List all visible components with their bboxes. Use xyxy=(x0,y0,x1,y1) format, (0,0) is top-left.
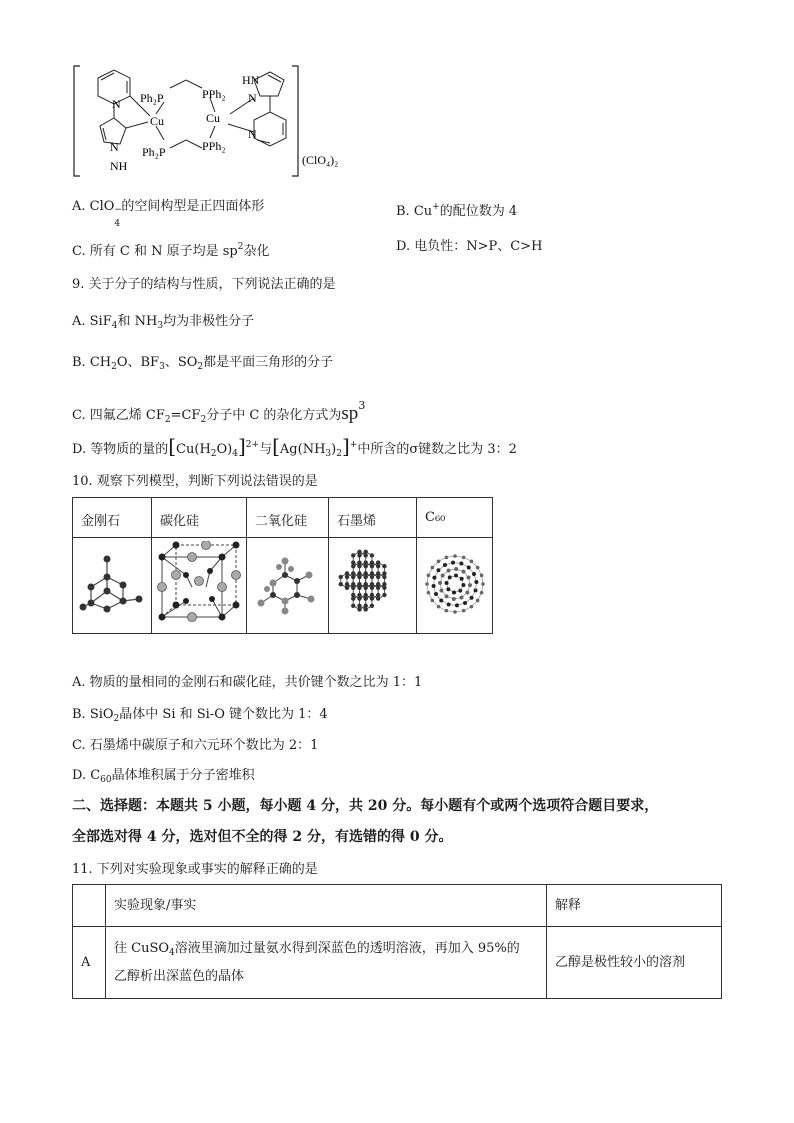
q9-b-1: B. CH xyxy=(72,355,112,370)
c60-atom xyxy=(469,595,473,599)
graphene-atom xyxy=(369,603,373,607)
graphene-atom xyxy=(357,603,361,607)
graphene-atom xyxy=(344,574,348,578)
q11-row-a-phenomenon xyxy=(106,927,547,999)
c60-model-cell xyxy=(417,538,493,634)
q9-a-1: A. SiF xyxy=(72,314,112,329)
graphene-atom xyxy=(363,607,367,611)
q9-b-4: 都是平面三角形的分子 xyxy=(203,355,334,370)
c60-atom xyxy=(469,559,473,563)
c60-atom xyxy=(439,598,443,602)
c60-atom xyxy=(453,610,457,614)
q9-d-1: D. 等物质的量的 xyxy=(72,442,169,457)
q11-head-label xyxy=(73,885,106,927)
silicon-carbide-model-cell xyxy=(152,538,247,634)
c60-atom xyxy=(442,562,446,566)
c60-atom xyxy=(430,598,434,602)
c60-atom xyxy=(474,580,478,584)
c60-atom xyxy=(475,598,479,602)
q10-b-2: 晶体中 Si 和 Si-O 键个数比为 1：4 xyxy=(119,707,328,722)
graphene-atom xyxy=(338,574,342,578)
graphene-atom xyxy=(363,585,367,589)
graphene-atom xyxy=(363,549,367,553)
q9-c-sub2: 2 xyxy=(200,415,207,425)
graphene-atom xyxy=(357,571,361,575)
c60-atom xyxy=(463,601,467,605)
graphene-atom xyxy=(351,553,355,557)
silicon-dioxide-model-cell xyxy=(247,538,329,634)
c60-model-image xyxy=(423,552,487,616)
q11-row-a-explain: 乙醇是极性较小的溶剂 xyxy=(547,927,722,999)
section-2-instructions-line-1: 二、选择题：本题共 5 小题，每小题 4 分，共 20 分。每小题有个或两个选项符合题目要求， xyxy=(72,798,659,814)
q8-c-prefix: C. 所有 C 和 N 原子均是 sp xyxy=(72,244,238,259)
q10-d-2: 晶体堆积属于分子密堆积 xyxy=(111,768,255,783)
c60-atom xyxy=(432,575,436,579)
q8-a-sub: 4 xyxy=(114,219,121,229)
q8-b-text: 的配位数为 4 xyxy=(439,204,518,219)
c60-atom xyxy=(475,565,479,569)
graphene-atom xyxy=(351,596,355,600)
q8-a-sup: − xyxy=(114,205,122,215)
q10-d-1: D. C xyxy=(72,768,101,783)
q11-row-a-label: A xyxy=(73,927,106,999)
header-c60: C₆₀ xyxy=(417,498,493,538)
q9-c-sp: sp xyxy=(341,403,359,424)
graphene-atom xyxy=(382,564,386,568)
q9-option-c xyxy=(72,394,365,432)
c60-atom xyxy=(439,588,443,592)
q8-option-c xyxy=(72,238,269,261)
graphene-atom xyxy=(382,585,386,589)
section-2-instructions-line-2: 全部选对得 4 分，选对但不全的得 2 分，有选错的得 0 分。 xyxy=(72,829,453,845)
c60-atom xyxy=(459,595,463,599)
graphene-model-image xyxy=(333,549,413,619)
graphene-atom xyxy=(363,574,367,578)
q8-c-sup: 2 xyxy=(237,242,244,252)
c60-atom xyxy=(440,573,444,577)
q9-b-sub2: 3 xyxy=(159,362,165,372)
graphene-atom xyxy=(357,585,361,589)
graphene-atom xyxy=(357,553,361,557)
c60-atom xyxy=(444,594,448,598)
q10-b-sub: 2 xyxy=(113,714,120,724)
q9-d-f2-sub: 3 xyxy=(325,449,332,459)
q11-head-explain: 解释 xyxy=(547,885,722,927)
q10-option-b xyxy=(72,706,328,728)
graphene-atom xyxy=(369,596,373,600)
atom-ph2p-bottom-left: Ph₂P xyxy=(142,145,166,159)
c60-atom xyxy=(466,575,470,579)
q8-option-b xyxy=(396,198,517,221)
q11-head-phenomenon: 实验现象/事实 xyxy=(106,885,547,927)
c60-atom xyxy=(426,573,430,577)
copper-complex-structure xyxy=(70,62,370,182)
q9-d-f1-sub: 2 xyxy=(210,449,217,459)
c60-atom xyxy=(430,565,434,569)
q11-row-a-p2: 溶液里滴加过量氨水得到深蓝色的透明溶液，再加入 95%的 xyxy=(174,940,520,956)
q9-d-bracket-close: ] xyxy=(237,434,246,458)
q11-row-a-sub: 4 xyxy=(169,947,175,958)
atom-hn-right: HN xyxy=(242,73,260,87)
q11-row-a-p1: 往 CuSO xyxy=(114,940,170,956)
q10-option-c: C. 石墨烯中碳原子和六元环个数比为 2：1 xyxy=(72,738,319,753)
c60-atom xyxy=(454,603,458,607)
graphene-atom xyxy=(382,592,386,596)
c60-atom xyxy=(426,590,430,594)
q9-d-f1: Cu(H xyxy=(176,442,211,457)
q8-option-a xyxy=(72,198,265,229)
c60-atom xyxy=(444,555,448,559)
c60-atom xyxy=(453,573,457,577)
q9-c-sub1: 2 xyxy=(164,415,171,425)
q11-table xyxy=(72,884,722,999)
c60-atom xyxy=(454,567,458,571)
graphene-atom xyxy=(338,582,342,586)
q9-a-2: 和 NH xyxy=(117,314,158,329)
c60-atom xyxy=(436,604,440,608)
q11-row-a-p3: 乙醇析出深蓝色的晶体 xyxy=(114,968,245,984)
diamond-model-cell xyxy=(73,538,152,634)
header-graphene: 石墨烯 xyxy=(329,498,417,538)
q9-d-f1-sub2: 4 xyxy=(232,449,238,459)
q9-option-d xyxy=(72,434,517,465)
graphene-atom xyxy=(375,560,379,564)
q8-c-text: 杂化 xyxy=(243,244,270,259)
c60-atom xyxy=(452,590,456,594)
c60-atom xyxy=(446,568,450,572)
q9-d-3: 中所含的σ键数之比为 3：2 xyxy=(357,442,517,457)
graphene-atom xyxy=(363,564,367,568)
atom-n-right-pyridine: N xyxy=(248,127,257,141)
q9-option-b xyxy=(72,354,333,376)
header-silicon-carbide: 碳化硅 xyxy=(152,498,247,538)
c60-atom xyxy=(469,604,473,608)
q9-a-sub2: 3 xyxy=(157,321,164,331)
graphene-atom xyxy=(357,560,361,564)
c60-atom xyxy=(446,602,450,606)
q8-b-prefix: B. Cu xyxy=(396,204,433,219)
c60-atom xyxy=(466,565,470,569)
c60-atom xyxy=(461,555,465,559)
q10-option-d xyxy=(72,767,255,789)
c60-atom xyxy=(453,554,457,558)
graphene-atom xyxy=(357,592,361,596)
c60-atom xyxy=(431,583,435,587)
q9-d-bracket-close-2: ] xyxy=(341,434,350,458)
atom-nh-left: NH xyxy=(110,159,128,173)
c60-atom xyxy=(436,559,440,563)
q9-d-f2-sub2: 2 xyxy=(336,449,342,459)
q9-b-3: 、SO xyxy=(164,355,198,370)
graphene-atom xyxy=(351,564,355,568)
c60-atom xyxy=(461,608,465,612)
counter-ion: (ClO₄)₂ xyxy=(302,153,339,167)
q9-a-3: 均为非极性分子 xyxy=(163,314,255,329)
q9-b-sub3: 2 xyxy=(197,362,204,372)
c60-atom xyxy=(461,582,465,586)
atom-n-left-pyridine: N xyxy=(112,97,121,111)
atom-pph2-top-right: PPh₂ xyxy=(202,87,226,101)
q8-a-prefix: A. ClO xyxy=(72,199,115,214)
graphene-atom xyxy=(351,603,355,607)
q11-stem: 11. 下列对实验现象或事实的解释正确的是 xyxy=(72,862,318,877)
c60-atom xyxy=(479,573,483,577)
q9-c-3: 分子中 C 的杂化方式为 xyxy=(206,408,342,423)
q9-d-f2-sup: + xyxy=(349,440,358,450)
c60-atom xyxy=(447,575,451,579)
q9-d-f1-b: O) xyxy=(216,442,233,457)
q9-d-f1-sup: 2+ xyxy=(245,440,260,450)
c60-atom xyxy=(465,590,469,594)
c60-atom xyxy=(459,561,463,565)
atom-n-left-pyrazole: N xyxy=(110,140,119,154)
graphene-atom xyxy=(351,574,355,578)
header-diamond: 金刚石 xyxy=(73,498,152,538)
q9-a-sub1: 4 xyxy=(111,321,118,331)
atom-pph2-bottom-right: PPh₂ xyxy=(202,139,226,153)
graphene-atom xyxy=(369,553,373,557)
silicon-carbide-model-image xyxy=(156,541,242,627)
q9-d-f2: Ag(NH xyxy=(279,442,326,457)
graphene-atom xyxy=(344,582,348,586)
crystal-models-table xyxy=(72,497,493,634)
q9-d-2: 与 xyxy=(259,442,273,457)
graphene-atom xyxy=(375,574,379,578)
c60-atom xyxy=(433,592,437,596)
q10-d-sub: 60 xyxy=(100,775,112,785)
q8-a-text: 的空间构型是正四面体形 xyxy=(121,199,265,214)
graphene-atom xyxy=(369,564,373,568)
q10-b-1: B. SiO xyxy=(72,707,114,722)
c60-atom xyxy=(438,580,442,584)
atom-cu-left: Cu xyxy=(150,114,165,128)
silicon-dioxide-model-image xyxy=(253,549,323,619)
diamond-model-image xyxy=(77,549,147,619)
q9-c-1: C. 四氟乙烯 CF xyxy=(72,408,165,423)
q9-d-f2-b: ) xyxy=(331,442,337,457)
q10-option-a: A. 物质的量相同的金刚石和碳化硅，共价键个数之比为 1：1 xyxy=(72,675,423,690)
q8-b-sup: + xyxy=(432,202,440,212)
graphene-atom xyxy=(375,585,379,589)
c60-atom xyxy=(467,583,471,587)
c60-atom xyxy=(451,560,455,564)
graphene-atom xyxy=(363,596,367,600)
c60-atom xyxy=(436,568,440,572)
c60-atom xyxy=(459,576,463,580)
atom-n-right-pyrazole: N xyxy=(248,91,257,105)
graphene-model-cell xyxy=(329,538,417,634)
c60-atom xyxy=(444,581,448,585)
atom-ph2p-top-left: Ph₂P xyxy=(140,91,164,105)
q9-option-a xyxy=(72,313,254,335)
q9-b-sub1: 2 xyxy=(111,362,117,372)
header-silicon-dioxide: 二氧化硅 xyxy=(247,498,329,538)
q9-d-bracket-open: [ xyxy=(168,434,177,458)
c60-atom xyxy=(461,569,465,573)
q9-d-bracket-open-2: [ xyxy=(272,434,280,458)
q9-c-sup: 3 xyxy=(358,399,366,412)
q9-stem: 9. 关于分子的结构与性质，下列说法正确的是 xyxy=(72,277,336,292)
c60-atom xyxy=(451,596,455,600)
q9-b-2: O、BF xyxy=(116,355,160,370)
c60-atom xyxy=(446,587,450,591)
graphene-atom xyxy=(351,585,355,589)
q9-c-2: =CF xyxy=(170,408,201,423)
graphene-atom xyxy=(369,585,373,589)
c60-atom xyxy=(444,608,448,612)
graphene-atom xyxy=(369,574,373,578)
atom-cu-right: Cu xyxy=(206,111,221,125)
q8-option-d: D. 电负性：N>P、C>H xyxy=(396,239,543,254)
graphene-atom xyxy=(375,596,379,600)
c60-atom xyxy=(472,571,476,575)
q10-stem: 10. 观察下列模型，判断下列说法错误的是 xyxy=(72,474,318,489)
graphene-atom xyxy=(382,574,386,578)
c60-atom xyxy=(479,590,483,594)
c60-atom xyxy=(425,582,429,586)
